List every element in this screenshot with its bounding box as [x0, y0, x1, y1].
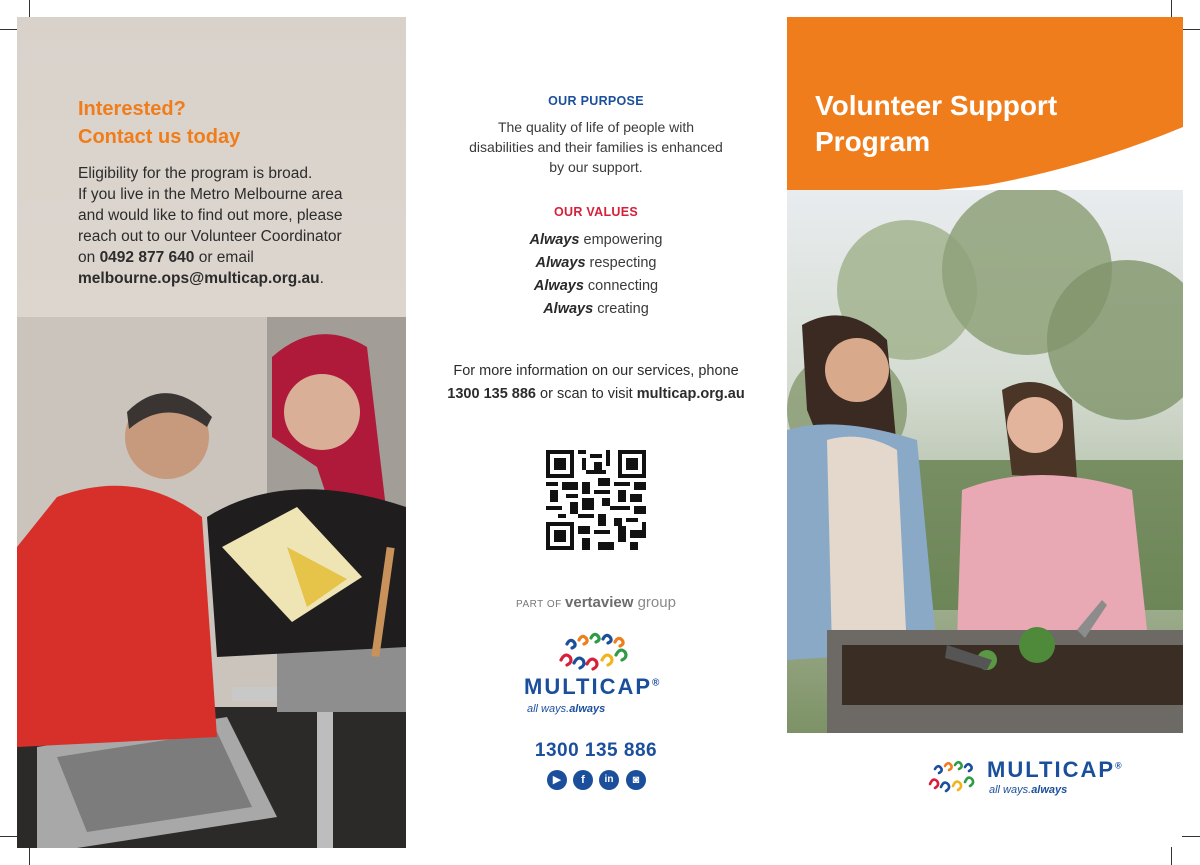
purpose-line: The quality of life of people with	[497, 119, 695, 135]
tagline-bold: always	[569, 703, 606, 715]
contact-body-line	[78, 268, 378, 289]
contact-body	[78, 163, 378, 289]
registered-mark: ®	[1115, 760, 1124, 771]
value-emphasis: Always	[533, 278, 584, 294]
left-panel	[17, 17, 406, 848]
linkedin-icon[interactable]: in	[599, 770, 619, 790]
registered-mark: ®	[652, 677, 662, 689]
multicap-name: MULTICAP	[524, 674, 653, 699]
info-mid: or scan to visit	[536, 386, 637, 402]
contact-body-line: If you live in the Metro Melbourne area	[78, 186, 343, 203]
kitchen-photo	[17, 317, 406, 848]
purpose-line: by our support.	[549, 159, 643, 175]
purpose-line: disabilities and their families is enhanced	[469, 139, 723, 155]
values-list	[420, 229, 772, 321]
instagram-icon[interactable]: ◙	[626, 770, 646, 790]
youtube-icon[interactable]: ▶	[547, 770, 567, 790]
value-item	[420, 229, 772, 252]
info-text	[420, 360, 772, 406]
crop-mark	[29, 0, 30, 18]
mid-phone-number[interactable]: 1300 135 886	[534, 740, 658, 761]
value-text: empowering	[579, 232, 663, 248]
purpose-text	[455, 117, 737, 177]
value-text: creating	[593, 301, 649, 317]
coordinator-email[interactable]: melbourne.ops@multicap.org.au	[78, 270, 320, 287]
value-emphasis: Always	[543, 301, 594, 317]
part-of-group	[420, 594, 772, 611]
multicap-wordmark	[524, 674, 661, 700]
multicap-tagline	[527, 703, 605, 715]
qr-code-icon[interactable]	[546, 450, 646, 550]
value-item	[420, 275, 772, 298]
value-text: respecting	[585, 255, 657, 271]
multicap-wordmark	[987, 757, 1124, 783]
crop-mark	[29, 847, 30, 865]
tagline-plain: all ways.	[989, 784, 1032, 796]
crop-mark	[1182, 29, 1200, 30]
period: .	[319, 270, 324, 287]
crop-mark	[0, 836, 18, 837]
crop-mark	[0, 29, 18, 30]
contact-body-line: Eligibility for the program is broad.	[78, 165, 313, 182]
contact-heading	[78, 95, 378, 151]
on-text: on	[78, 249, 100, 266]
garden-photo	[787, 190, 1183, 733]
or-email-text: or email	[194, 249, 254, 266]
contact-heading-line2: Contact us today	[78, 126, 241, 148]
program-title	[815, 88, 1155, 160]
info-line1: For more information on our services, phone	[453, 363, 739, 379]
multicap-name: MULTICAP	[987, 757, 1116, 782]
value-emphasis: Always	[529, 232, 580, 248]
crop-mark	[1171, 847, 1172, 865]
crop-mark	[1171, 0, 1172, 18]
contact-body-line: reach out to our Volunteer Coordinator	[78, 228, 342, 245]
part-of-label: PART OF	[516, 599, 566, 610]
contact-body-line	[78, 247, 378, 268]
info-line2	[420, 383, 772, 406]
program-title-line1: Volunteer Support	[815, 90, 1058, 121]
value-item	[420, 298, 772, 321]
info-phone[interactable]: 1300 135 886	[447, 386, 536, 402]
values-title: OUR VALUES	[553, 205, 639, 219]
multicap-people-icon	[524, 630, 674, 672]
contact-body-line: and would like to find out more, please	[78, 207, 343, 224]
multicap-tagline	[989, 784, 1067, 796]
group-word: group	[633, 594, 676, 611]
info-site-link[interactable]: multicap.org.au	[636, 386, 745, 402]
contact-heading-line1: Interested?	[78, 98, 186, 120]
program-title-line2: Program	[815, 126, 931, 157]
coordinator-phone[interactable]: 0492 877 640	[99, 249, 195, 266]
vertaview-brand: vertaview	[565, 594, 634, 611]
tagline-plain: all ways.	[527, 703, 570, 715]
purpose-title: OUR PURPOSE	[548, 94, 644, 108]
multicap-logo	[524, 630, 674, 725]
crop-mark	[1182, 836, 1200, 837]
multicap-logo-footer	[925, 755, 1145, 803]
facebook-icon[interactable]: f	[573, 770, 593, 790]
tagline-bold: always	[1031, 784, 1068, 796]
multicap-people-icon	[925, 757, 985, 797]
value-item	[420, 252, 772, 275]
value-text: connecting	[583, 278, 659, 294]
value-emphasis: Always	[535, 255, 586, 271]
